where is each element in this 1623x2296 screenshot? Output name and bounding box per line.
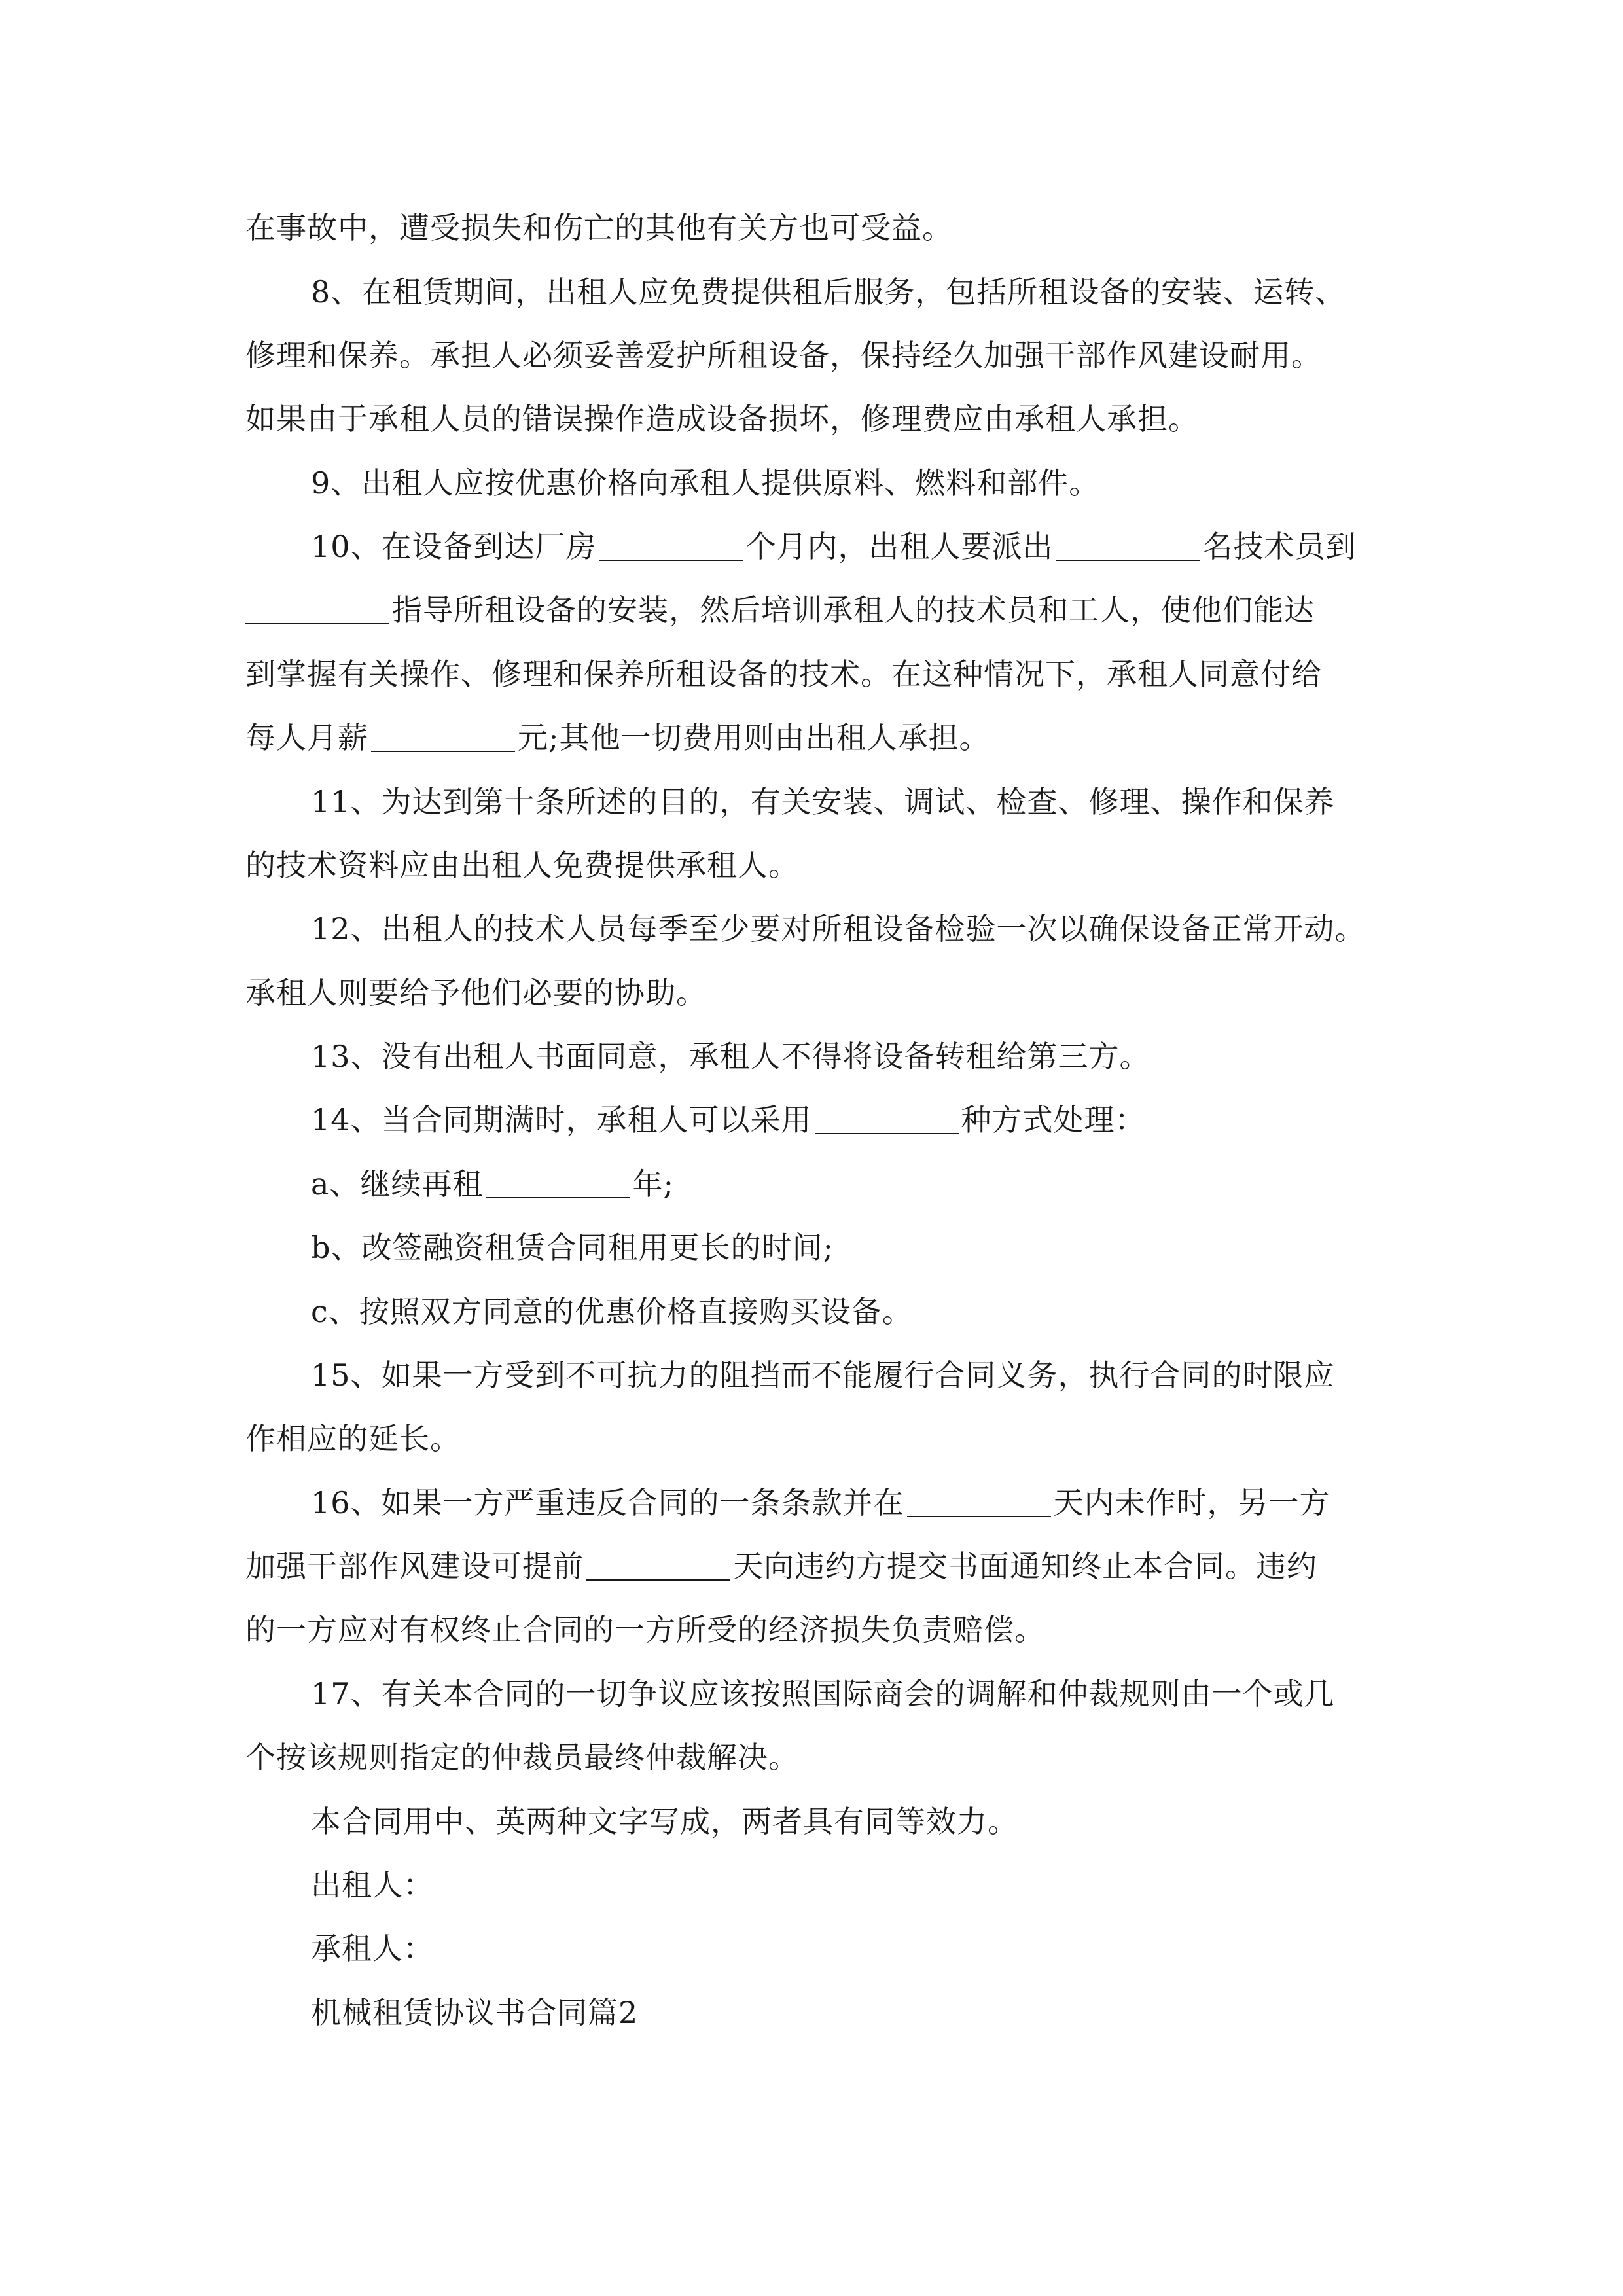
fill-in-blank[interactable] [371, 751, 515, 752]
text-span: 机械租赁协议书合同篇2 [311, 1995, 639, 2030]
clause-8-line-2 [245, 334, 1397, 376]
text-span: 11、为达到第十条所述的目的，有关安装、调试、检查、修理、操作和保养 [311, 784, 1335, 819]
clause-14-line-1 [311, 1099, 1463, 1141]
text-span: 个月内，出租人要派出 [745, 529, 1054, 564]
text-span: 16、如果一方严重违反合同的一条条款并在 [311, 1485, 904, 1520]
text-span: 14、当合同期满时，承租人可以采用 [311, 1102, 812, 1138]
fill-in-blank[interactable] [245, 623, 389, 624]
clause-10-line-3 [245, 653, 1397, 695]
text-span: 13、没有出租人书面同意，承租人不得将设备转租给第三方。 [311, 1039, 1150, 1074]
fill-in-blank[interactable] [586, 1579, 730, 1581]
text-span: 如果由于承租人员的错误操作造成设备损坏，修理费应由承租人承担。 [245, 401, 1199, 437]
clause-12-line-2 [245, 972, 1397, 1014]
clause-9-line-1 [311, 462, 1463, 504]
text-span: 到掌握有关操作、修理和保养所租设备的技术。在这种情况下，承租人同意付给 [245, 656, 1322, 692]
clause-11-line-1 [311, 781, 1463, 823]
text-span: 天内未作时，另一方 [1053, 1485, 1330, 1520]
clause-8-line-3 [245, 398, 1397, 440]
text-span: c、按照双方同意的优惠价格直接购买设备。 [311, 1294, 913, 1329]
text-span: 天向违约方提交书面通知终止本合同。违约 [733, 1549, 1317, 1584]
text-span: 8、在租赁期间，出租人应免费提供租后服务，包括所租设备的安装、运转、 [311, 274, 1346, 310]
text-span: 加强干部作风建设可提前 [245, 1549, 584, 1584]
text-span: a、继续再租 [311, 1166, 484, 1202]
text-span: 元;其他一切费用则由出租人承担。 [518, 720, 990, 755]
text-span: 作相应的延长。 [245, 1421, 461, 1456]
text-span: 在事故中，遭受损失和伤亡的其他有关方也可受益。 [245, 210, 953, 245]
language-clause [311, 1801, 1463, 1842]
fill-in-blank[interactable] [1056, 560, 1200, 561]
text-span: 本合同用中、英两种文字写成，两者具有同等效力。 [311, 1804, 1018, 1839]
clause-17-line-2 [245, 1736, 1397, 1778]
clause-8-line-1 [311, 271, 1463, 313]
text-span: 每人月薪 [245, 720, 368, 755]
clause-13-line-1 [311, 1035, 1463, 1077]
fill-in-blank[interactable] [486, 1197, 630, 1198]
text-span: b、改签融资租赁合同租用更长的时间; [311, 1230, 834, 1265]
clause-16-line-3 [245, 1609, 1397, 1651]
text-span: 修理和保养。承担人必须妥善爱护所租设备，保持经久加强干部作风建设耐用。 [245, 338, 1322, 373]
clause-14-option-b [311, 1227, 1463, 1268]
clause-15-line-1 [311, 1354, 1463, 1396]
fill-in-blank[interactable] [599, 560, 743, 561]
text-span: 10、在设备到达厂房 [311, 529, 597, 564]
clause-10-line-1 [311, 526, 1463, 567]
clause-17-line-1 [311, 1673, 1463, 1715]
text-span: 15、如果一方受到不可抗力的阻挡而不能履行合同义务，执行合同的时限应 [311, 1357, 1335, 1393]
text-span: 12、出租人的技术人员每季至少要对所租设备检验一次以确保设备正常开动。 [311, 911, 1366, 946]
text-span: 年; [632, 1166, 674, 1202]
fill-in-blank[interactable] [907, 1516, 1051, 1517]
clause-16-line-2 [245, 1545, 1397, 1587]
clause-14-option-c [311, 1291, 1463, 1333]
text-line [245, 207, 1397, 249]
lessee-signature-label [311, 1928, 1463, 1969]
text-span: 承租人： [311, 1931, 434, 1966]
clause-15-line-2 [245, 1418, 1397, 1460]
text-span: 出租人： [311, 1867, 434, 1903]
clause-14-option-a [311, 1163, 1463, 1205]
clause-10-line-2 [245, 589, 1397, 631]
clause-16-line-1 [311, 1482, 1463, 1524]
text-span: 名技术员到 [1202, 529, 1357, 564]
text-span: 17、有关本合同的一切争议应该按照国际商会的调解和仲裁规则由一个或几 [311, 1676, 1335, 1712]
section-heading [311, 1992, 1463, 2034]
text-span: 承租人则要给予他们必要的协助。 [245, 975, 707, 1011]
fill-in-blank[interactable] [815, 1133, 959, 1134]
clause-11-line-2 [245, 844, 1397, 886]
text-span: 指导所租设备的安装，然后培训承租人的技术员和工人，使他们能达 [392, 592, 1315, 628]
text-span: 的一方应对有权终止合同的一方所受的经济损失负责赔偿。 [245, 1612, 1045, 1647]
clause-12-line-1 [311, 908, 1463, 950]
lessor-signature-label [311, 1864, 1463, 1906]
text-span: 种方式处理： [961, 1102, 1146, 1138]
text-span: 的技术资料应由出租人免费提供承租人。 [245, 848, 799, 883]
text-span: 9、出租人应按优惠价格向承租人提供原料、燃料和部件。 [311, 465, 1100, 501]
text-span: 个按该规则指定的仲裁员最终仲裁解决。 [245, 1740, 799, 1775]
clause-10-line-4 [245, 717, 1397, 759]
